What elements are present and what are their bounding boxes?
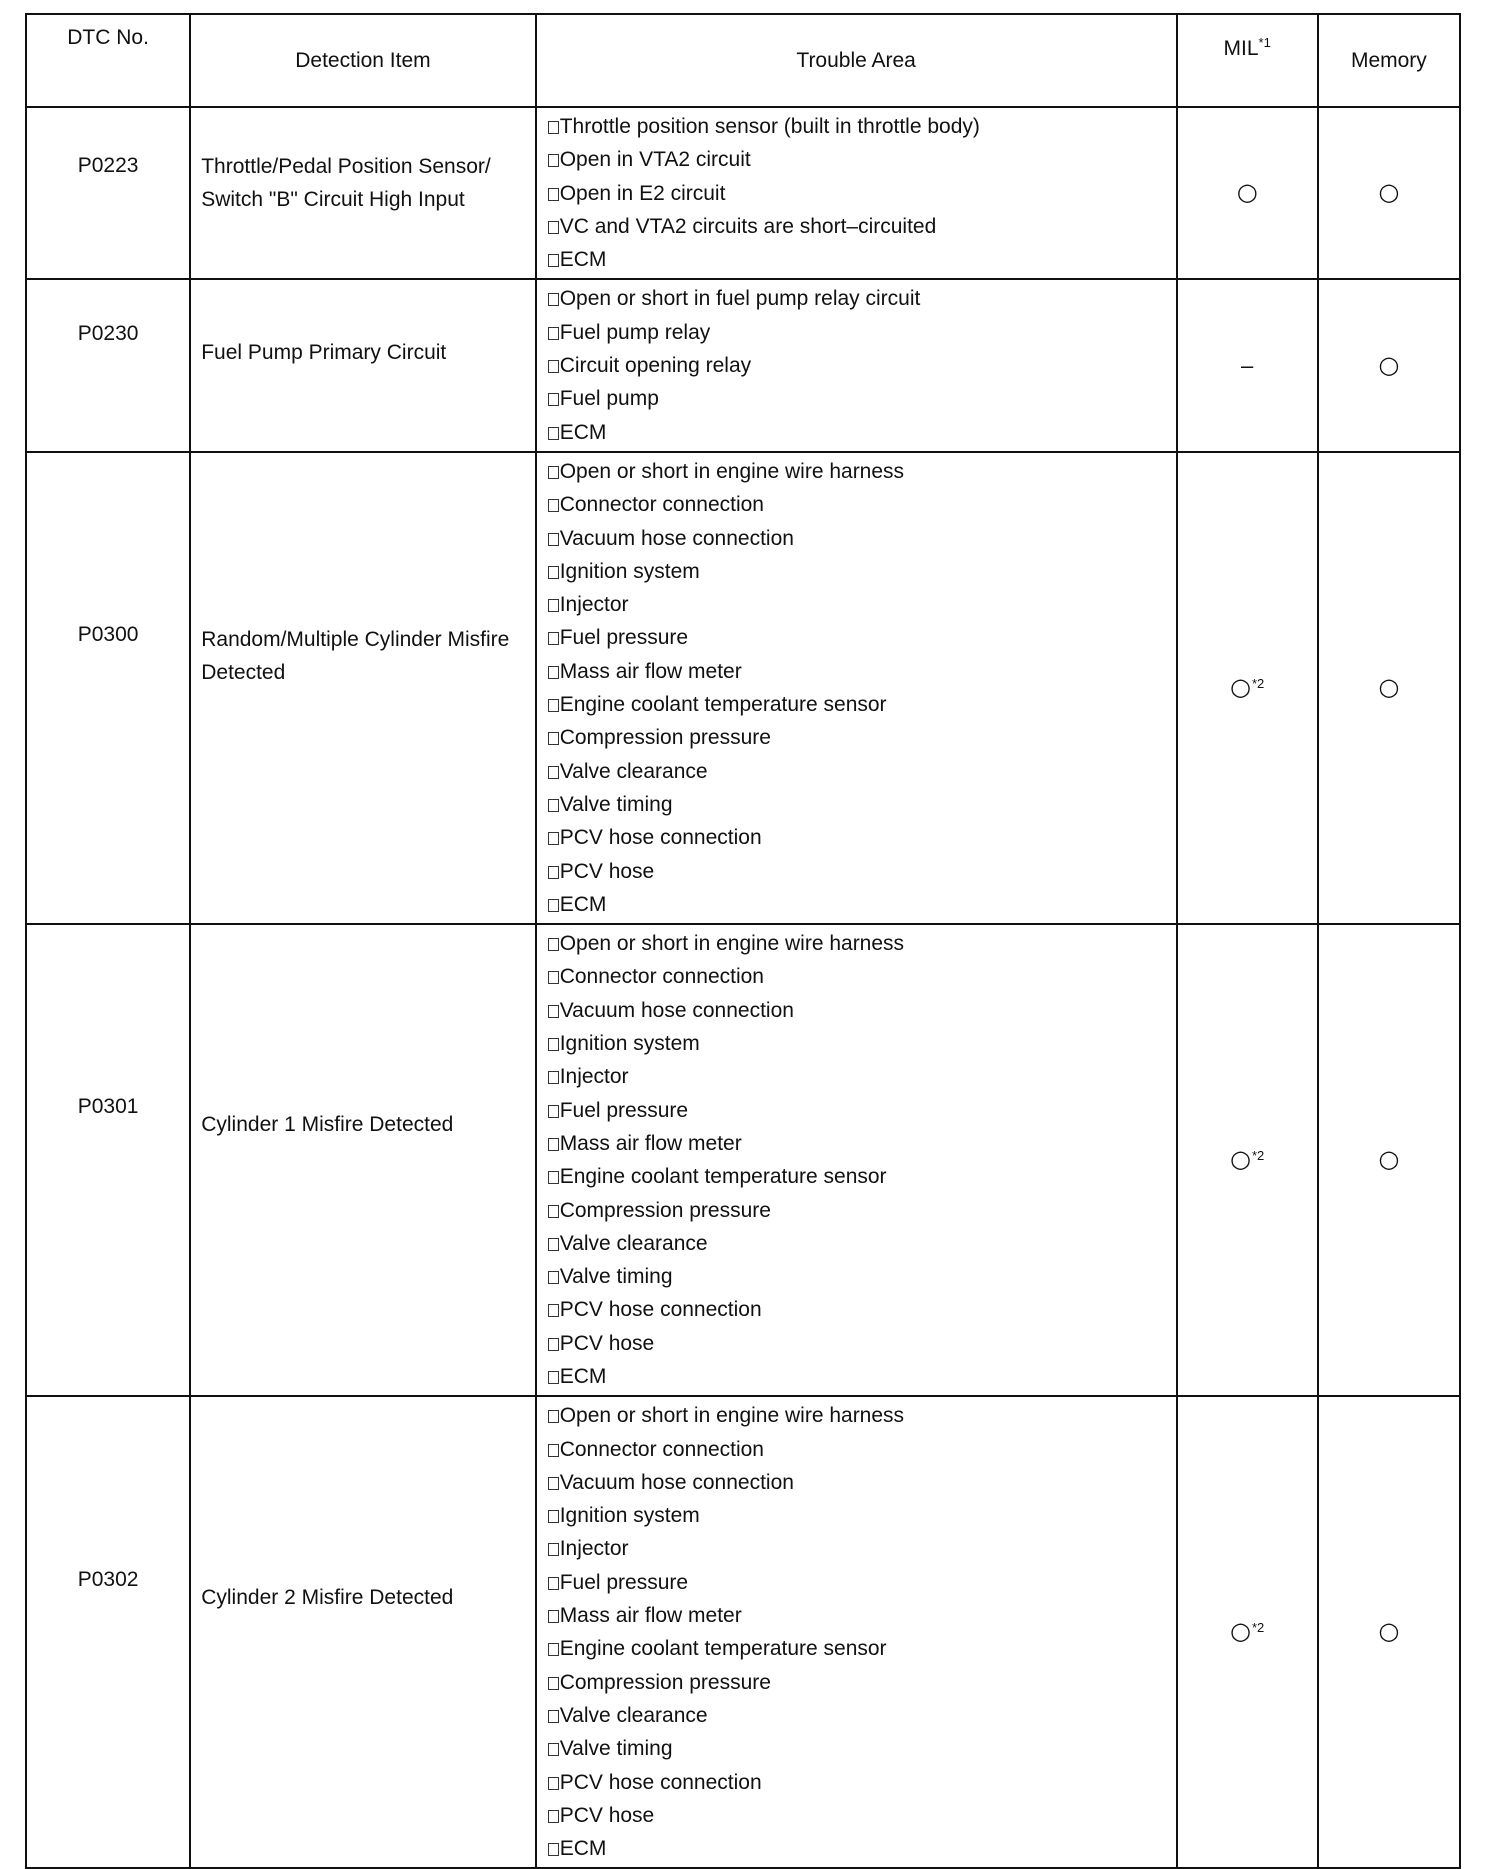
trouble-area-item: ECM (548, 243, 1176, 276)
mil-circle-icon: ○ (1236, 178, 1258, 207)
trouble-area (536, 279, 1177, 451)
mil-indicator (1177, 924, 1318, 1396)
memory-indicator (1318, 452, 1460, 924)
table-row (26, 107, 1460, 279)
trouble-area-item: Open or short in fuel pump relay circuit (548, 282, 1176, 315)
trouble-area-item: Mass air flow meter (548, 655, 1176, 688)
trouble-area-item: Ignition system (548, 1499, 1176, 1532)
trouble-area-item: Vacuum hose connection (548, 1466, 1176, 1499)
trouble-area-item: Open or short in engine wire harness (548, 1399, 1176, 1432)
detection-item (190, 1396, 535, 1868)
trouble-area-item: Throttle position sensor (built in throttle body) (548, 110, 1176, 143)
trouble-area-item: Engine coolant temperature sensor (548, 1160, 1176, 1193)
trouble-area-list (548, 1399, 1176, 1865)
trouble-area-list (548, 927, 1176, 1393)
detection-item-line: Fuel Pump Primary Circuit (201, 341, 447, 365)
header-row (26, 14, 1460, 107)
mil-indicator (1177, 279, 1318, 451)
dtc-number: P0301 (26, 924, 190, 1396)
trouble-area-item: Fuel pressure (548, 621, 1176, 654)
trouble-area-item: Vacuum hose connection (548, 522, 1176, 555)
trouble-area-item: Compression pressure (548, 1194, 1176, 1227)
trouble-area-item: Injector (548, 1532, 1176, 1565)
memory-circle-icon: ○ (1378, 350, 1400, 379)
dtc-number: P0300 (26, 452, 190, 924)
mil-footnote-mark: *2 (1252, 676, 1265, 692)
memory-indicator (1318, 1396, 1460, 1868)
detection-item (190, 924, 535, 1396)
trouble-area-item: ECM (548, 416, 1176, 449)
mil-footnote (1251, 1621, 1264, 1644)
table-row (26, 1396, 1460, 1868)
trouble-area-item: Ignition system (548, 555, 1176, 588)
mil-circle-icon: ○ (1230, 1145, 1251, 1174)
trouble-area-item: PCV hose connection (548, 1293, 1176, 1326)
memory-circle-icon: ○ (1378, 1617, 1400, 1646)
mil-dash: – (1241, 352, 1254, 378)
header-trouble-area: Trouble Area (536, 14, 1177, 107)
trouble-area-item: Engine coolant temperature sensor (548, 688, 1176, 721)
mil-indicator (1177, 1396, 1318, 1868)
memory-circle-icon: ○ (1378, 178, 1400, 207)
trouble-area (536, 107, 1177, 279)
dtc-number: P0223 (26, 107, 190, 279)
detection-item (190, 107, 535, 279)
mil-circle-icon: ○ (1230, 1617, 1251, 1646)
header-mil-note: *1 (1258, 35, 1271, 50)
detection-item-line: Detected (201, 660, 286, 684)
trouble-area-item: Valve clearance (548, 1227, 1176, 1260)
trouble-area-item: Mass air flow meter (548, 1127, 1176, 1160)
memory-indicator (1318, 107, 1460, 279)
mil-footnote-mark: *2 (1252, 1620, 1265, 1636)
mil-indicator (1177, 452, 1318, 924)
table-row (26, 924, 1460, 1396)
trouble-area-item: Compression pressure (548, 721, 1176, 754)
trouble-area-item: PCV hose connection (548, 821, 1176, 854)
dtc-number: P0302 (26, 1396, 190, 1868)
trouble-area-item: Connector connection (548, 1433, 1176, 1466)
memory-indicator (1318, 924, 1460, 1396)
trouble-area-item: Valve timing (548, 1732, 1176, 1765)
mil-indicator (1177, 107, 1318, 279)
trouble-area-item: VC and VTA2 circuits are short–circuited (548, 210, 1176, 243)
detection-item-line: Throttle/Pedal Position Sensor/ (201, 155, 491, 178)
detection-item-line: Switch "B" Circuit High Input (201, 188, 465, 211)
trouble-area (536, 924, 1177, 1396)
memory-circle-icon: ○ (1378, 1145, 1400, 1174)
detection-item (190, 279, 535, 451)
trouble-area-item: ECM (548, 1360, 1176, 1393)
trouble-area-item: ECM (548, 888, 1176, 921)
mil-circle-icon: ○ (1230, 673, 1251, 702)
trouble-area-item: Ignition system (548, 1027, 1176, 1060)
trouble-area-item: PCV hose (548, 1327, 1176, 1360)
dtc-number: P0230 (26, 279, 190, 451)
trouble-area-item: Fuel pressure (548, 1566, 1176, 1599)
trouble-area-item: Connector connection (548, 488, 1176, 521)
detection-item (190, 452, 535, 924)
trouble-area-item: Valve timing (548, 788, 1176, 821)
table-row (26, 452, 1460, 924)
memory-indicator (1318, 279, 1460, 451)
memory-circle-icon: ○ (1378, 673, 1400, 702)
trouble-area-item: Compression pressure (548, 1666, 1176, 1699)
trouble-area-list (548, 282, 1176, 448)
header-mil (1177, 14, 1318, 107)
trouble-area-item: Open in E2 circuit (548, 177, 1176, 210)
header-detection-item: Detection Item (190, 14, 535, 107)
header-dtc-no: DTC No. (26, 14, 190, 107)
header-mil-label: MIL (1223, 37, 1259, 60)
trouble-area (536, 452, 1177, 924)
table-row (26, 279, 1460, 451)
trouble-area-item: Fuel pump relay (548, 316, 1176, 349)
trouble-area-item: Circuit opening relay (548, 349, 1176, 382)
trouble-area-item: PCV hose (548, 1799, 1176, 1832)
trouble-area-item: Vacuum hose connection (548, 994, 1176, 1027)
mil-footnote-mark: *2 (1252, 1148, 1265, 1164)
trouble-area-item: Valve timing (548, 1260, 1176, 1293)
trouble-area-item: Fuel pump (548, 382, 1176, 415)
header-memory: Memory (1318, 14, 1460, 107)
detection-item-line: Cylinder 1 Misfire Detected (201, 1113, 454, 1137)
trouble-area-item: PCV hose (548, 855, 1176, 888)
dtc-table (25, 13, 1461, 1869)
trouble-area-list (548, 455, 1176, 921)
trouble-area-item: Valve clearance (548, 1699, 1176, 1732)
mil-footnote (1251, 1149, 1264, 1172)
trouble-area-list (548, 110, 1176, 276)
trouble-area-item: Fuel pressure (548, 1094, 1176, 1127)
trouble-area-item: Mass air flow meter (548, 1599, 1176, 1632)
mil-footnote (1251, 677, 1264, 700)
trouble-area-item: Valve clearance (548, 755, 1176, 788)
trouble-area-item: Injector (548, 588, 1176, 621)
trouble-area-item: PCV hose connection (548, 1766, 1176, 1799)
trouble-area (536, 1396, 1177, 1868)
trouble-area-item: Engine coolant temperature sensor (548, 1632, 1176, 1665)
detection-item-line: Random/Multiple Cylinder Misfire (201, 627, 510, 651)
detection-item-line: Cylinder 2 Misfire Detected (201, 1586, 454, 1610)
trouble-area-item: Open or short in engine wire harness (548, 927, 1176, 960)
trouble-area-item: Open or short in engine wire harness (548, 455, 1176, 488)
trouble-area-item: Injector (548, 1060, 1176, 1093)
trouble-area-item: Connector connection (548, 960, 1176, 993)
trouble-area-item: Open in VTA2 circuit (548, 143, 1176, 176)
trouble-area-item: ECM (548, 1832, 1176, 1865)
